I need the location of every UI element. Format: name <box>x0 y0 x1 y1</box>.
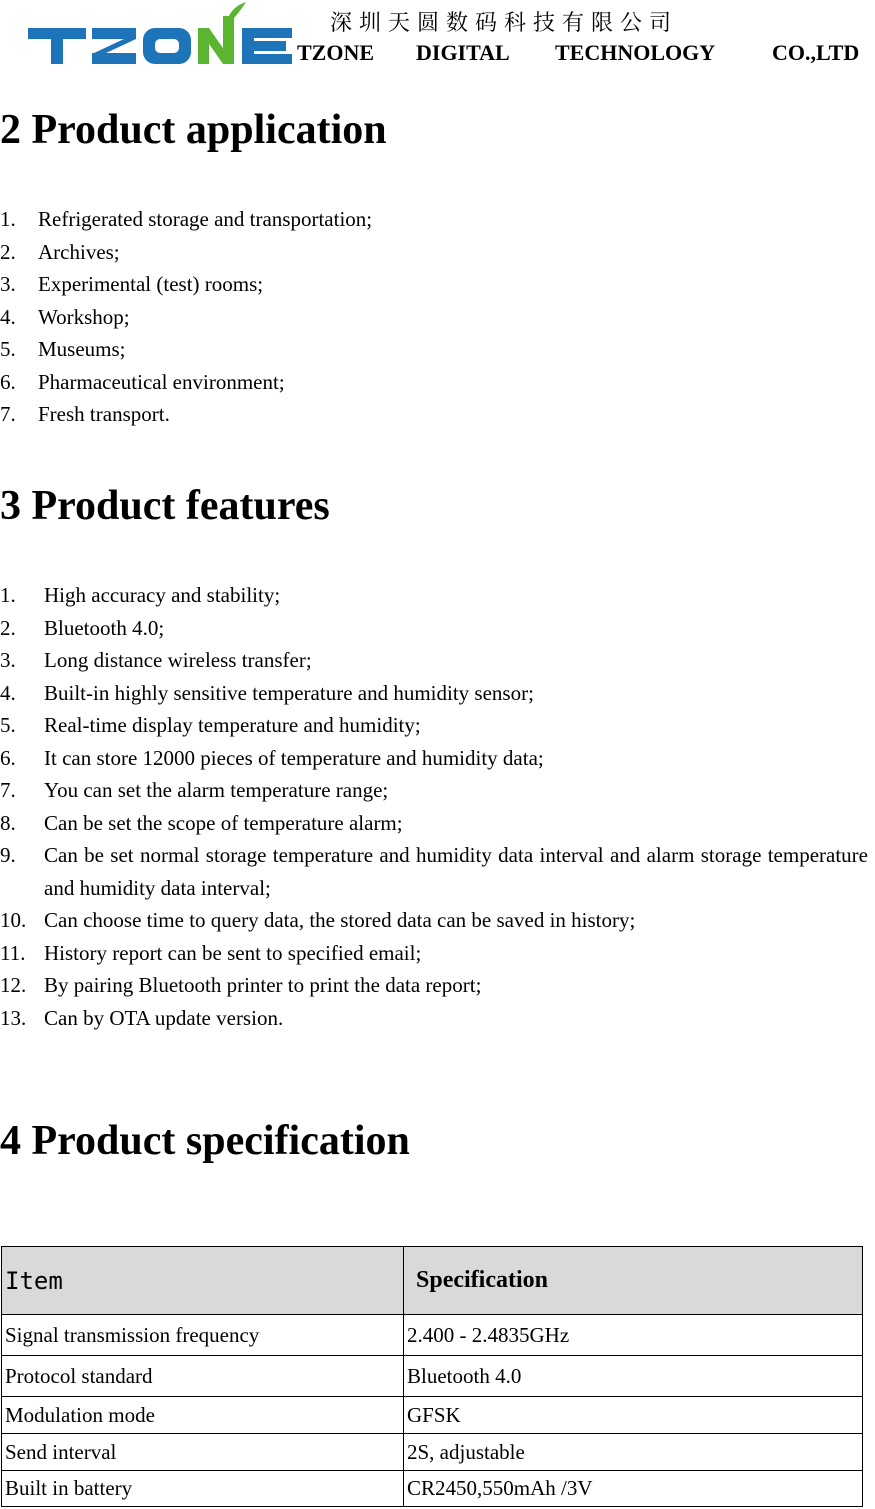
list-item: 1. Refrigerated storage and transportation; <box>0 207 373 231</box>
company-name-chinese: 深圳天圆数码科技有限公司 <box>330 11 679 36</box>
section-title-application: 2 Product application <box>0 107 387 153</box>
table-cell: 2.400 - 2.4835GHz <box>404 1315 863 1356</box>
list-item: 3. Long distance wireless transfer; <box>0 648 312 672</box>
list-item: 6. Pharmaceutical environment; <box>0 369 285 394</box>
table-cell: Bluetooth 4.0 <box>404 1356 863 1397</box>
list-item: 2. Archives; <box>0 239 120 264</box>
list-item: 12. By pairing Bluetooth printer to print the data report; <box>0 973 482 997</box>
table-header-row <box>2 1247 863 1315</box>
section-title-specification: 4 Product specification <box>0 1118 410 1164</box>
list-item: 5. Real-time display temperature and humidity; <box>0 713 421 737</box>
letterhead <box>0 0 875 80</box>
company-name-word: CO.,LTD <box>772 40 860 65</box>
list-item: 2. Bluetooth 4.0; <box>0 615 165 640</box>
table-cell: CR2450,550mAh /3V <box>404 1471 863 1507</box>
list-item: 7. You can set the alarm temperature range; <box>0 778 389 802</box>
table-cell: GFSK <box>404 1397 863 1434</box>
application-list <box>0 203 868 431</box>
tzone-logo <box>28 2 296 68</box>
table-cell: Built in battery <box>2 1471 404 1507</box>
table-cell: Signal transmission frequency <box>2 1315 404 1356</box>
table-row <box>2 1397 863 1434</box>
features-list <box>0 579 868 1034</box>
section-title-features: 3 Product features <box>0 483 330 529</box>
table-cell: Modulation mode <box>2 1397 404 1434</box>
table-row <box>2 1471 863 1507</box>
table-cell: Send interval <box>2 1434 404 1471</box>
list-item: 7. Fresh transport. <box>0 402 170 426</box>
list-item: 4. Built-in highly sensitive temperature and humidity sensor; <box>0 680 534 705</box>
list-item: 5. Museums; <box>0 337 126 361</box>
list-item: 9. Can be set normal storage temperature and humidity data interval and alarm storage temperature and humidity data interval; <box>0 843 868 900</box>
list-item: 6. It can store 12000 pieces of temperature and humidity data; <box>0 745 544 770</box>
table-row <box>2 1434 863 1471</box>
list-item: 4. Workshop; <box>0 304 130 329</box>
specification-table <box>1 1246 863 1507</box>
table-cell: Protocol standard <box>2 1356 404 1397</box>
table-header-item: Item <box>2 1247 404 1315</box>
table-cell: 2S, adjustable <box>404 1434 863 1471</box>
company-name-word: DIGITAL <box>416 40 510 65</box>
list-item: 10. Can choose time to query data, the stored data can be saved in history; <box>0 908 636 932</box>
list-item: 3. Experimental (test) rooms; <box>0 272 264 296</box>
table-header-specification: Specification <box>404 1247 863 1315</box>
table-row <box>2 1356 863 1397</box>
list-item: 11. History report can be sent to specified email; <box>0 940 422 965</box>
company-name-word: TZONE <box>297 40 375 65</box>
company-name-word: TECHNOLOGY <box>555 40 716 65</box>
list-item: 13. Can by OTA update version. <box>0 1005 284 1030</box>
list-item: 8. Can be set the scope of temperature alarm; <box>0 810 403 835</box>
table-row <box>2 1315 863 1356</box>
list-item: 1. High accuracy and stability; <box>0 583 281 607</box>
